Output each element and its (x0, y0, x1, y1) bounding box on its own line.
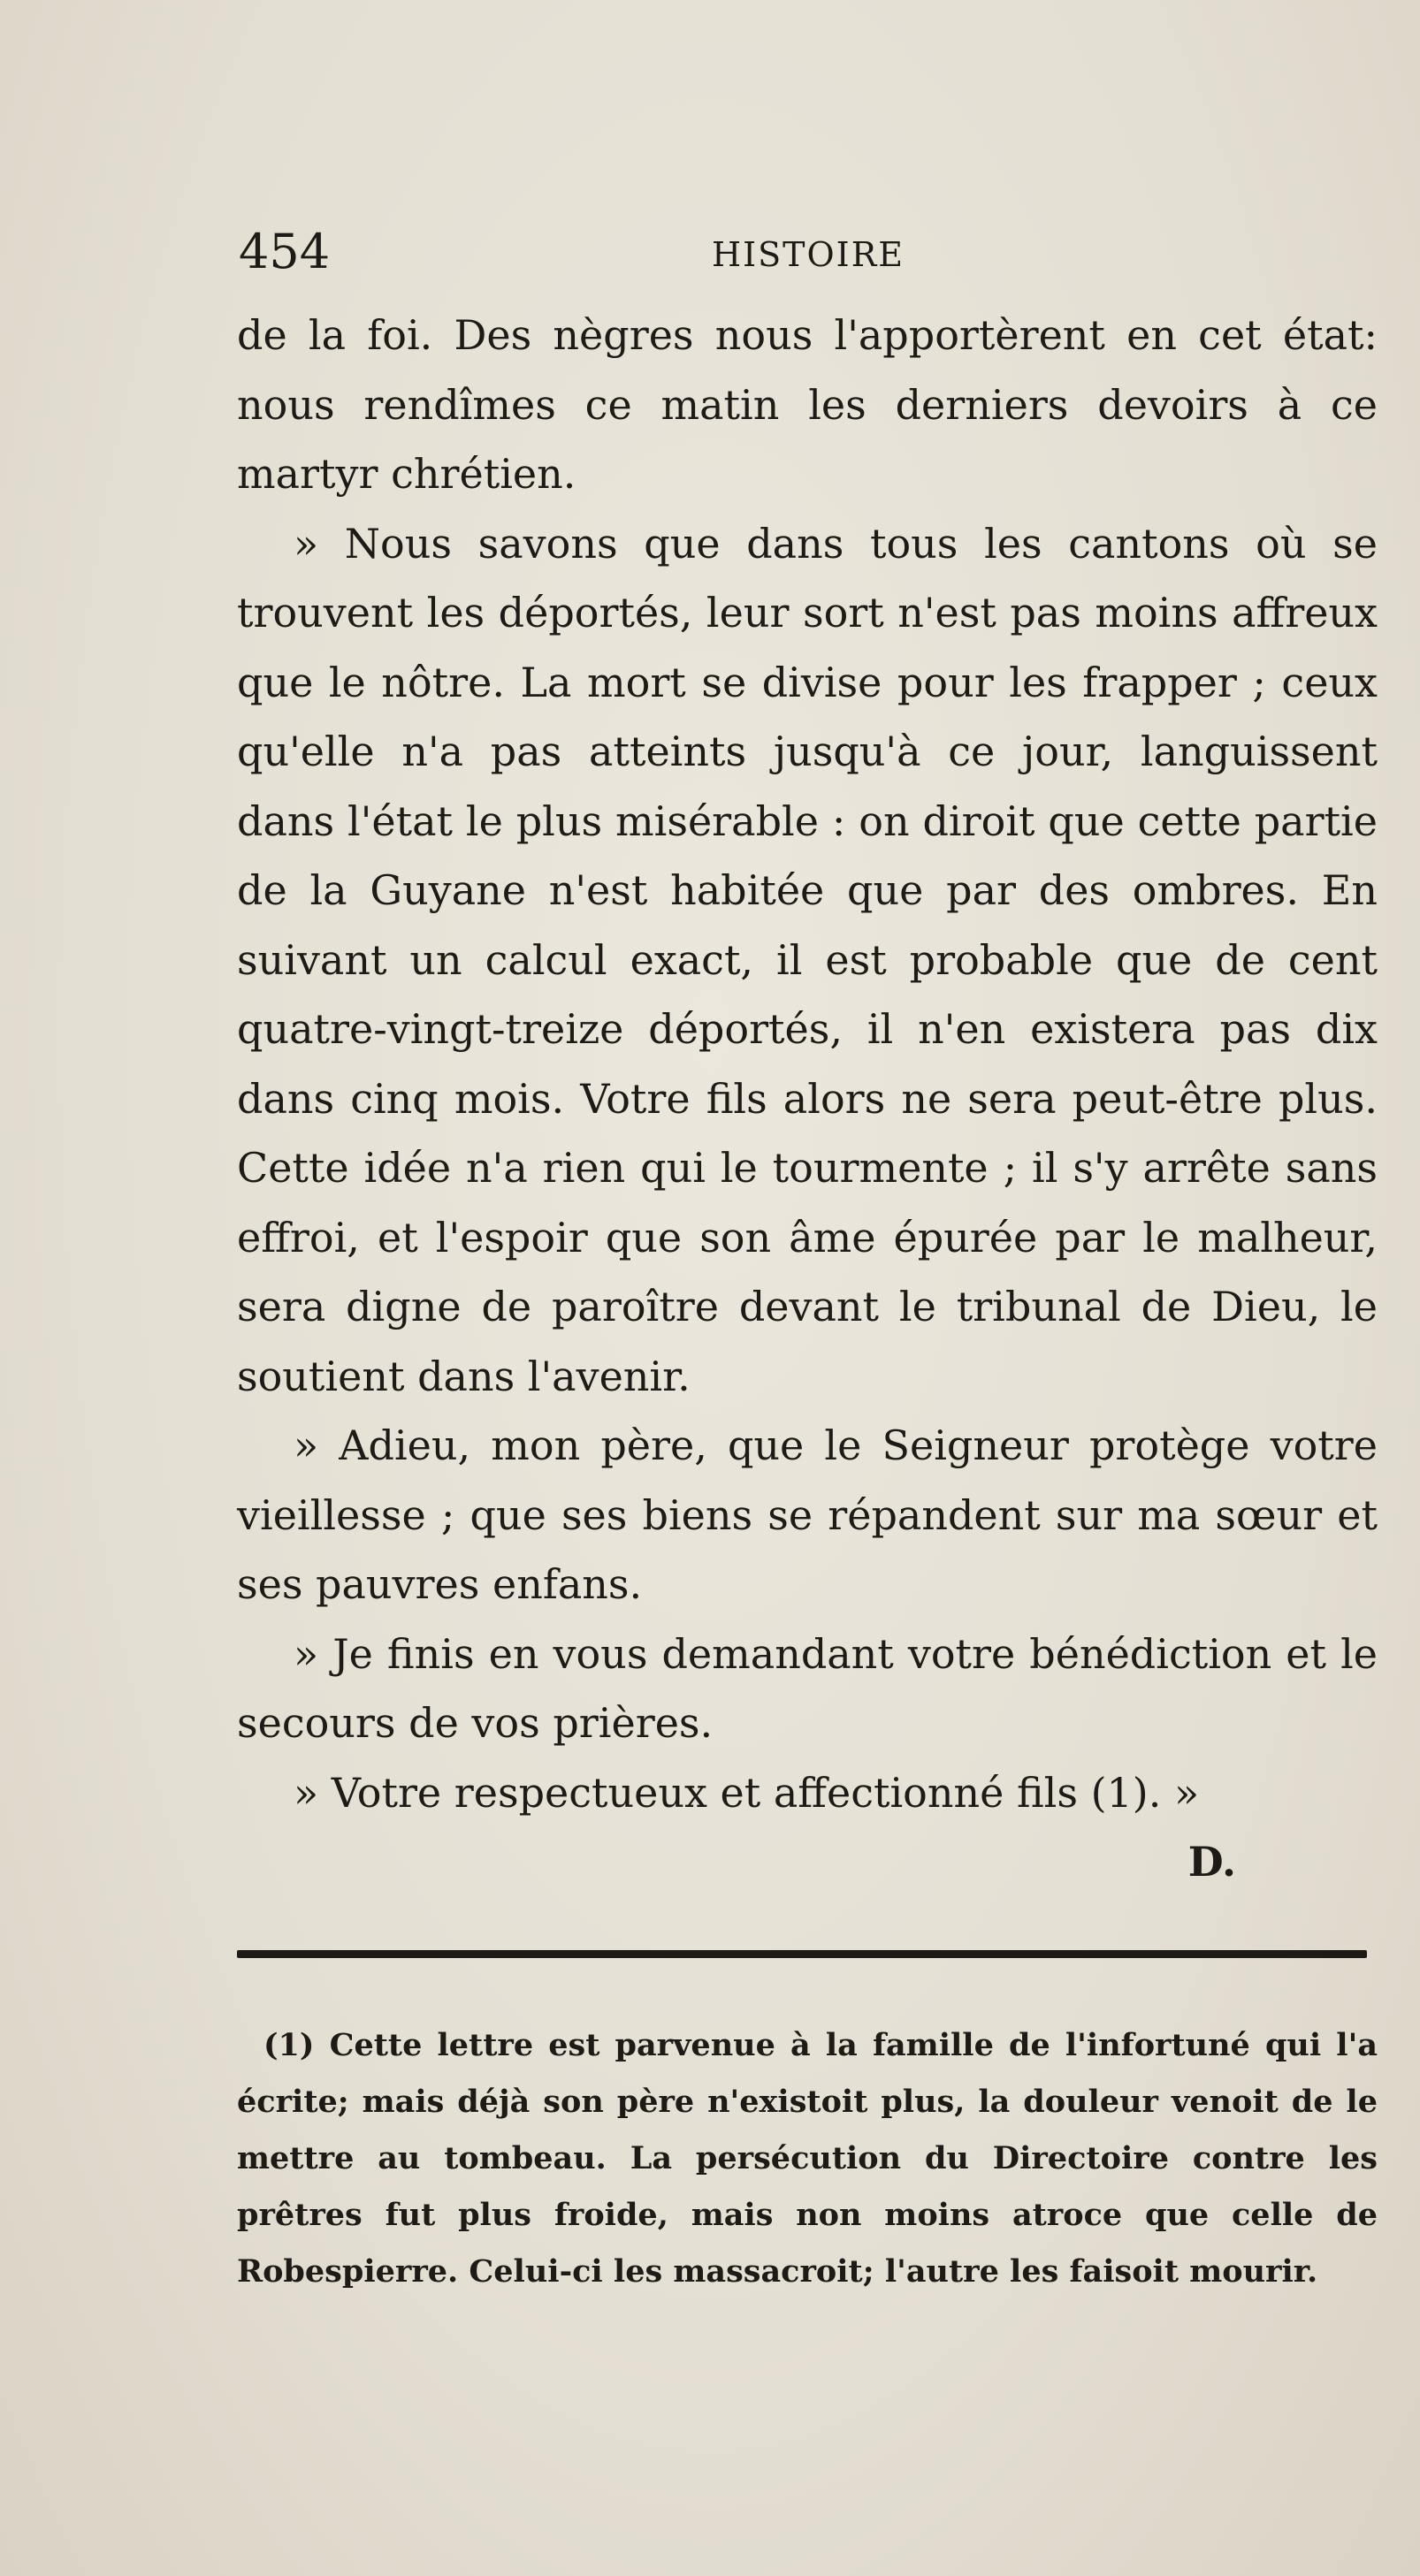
paragraph-continuation: de la foi. Des nègres nous l'apportèrent en cet état: nous rendîmes ce matin les derniers devoirs à ce martyr chrétien. (237, 311, 1378, 498)
body-text (237, 301, 1378, 1897)
footnote (237, 2017, 1378, 2300)
signature: D. (1187, 1838, 1236, 1886)
paragraph-closing: » Votre respectueux et affectionné fils (1). » (294, 1768, 1200, 1817)
paragraph-adieu: » Adieu, mon père, que le Seigneur protège votre vieillesse ; que ses biens se répandent sur ma sœur et ses pauvres enfans. (237, 1421, 1378, 1608)
paragraph-deportes: » Nous savons que dans tous les cantons où se trouvent les déportés, leur sort n'est pas moins affreux que le nôtre. La mort se divise pour les frapper ; ceux qu'elle n'a pas atteints jusqu'à ce jour, languissent dans l'état le plus misérable : on diroit que cette partie de la Guyane n'est habitée que par des ombres. En suivant un calcul exact, il est probable que de cent quatre-vingt-treize déportés, il n'en existera pas dix dans cinq mois. Votre fils alors ne sera peut-être plus. Cette idée n'a rien qui le tourmente ; il s'y arrête sans effroi, et l'espoir que son âme épurée par le malheur, sera digne de paroître devant le tribunal de Dieu, le soutient dans l'avenir. (237, 519, 1378, 1400)
paragraph-benediction: » Je finis en vous demandant votre bénédiction et le secours de vos prières. (237, 1629, 1378, 1747)
page-number: 454 (239, 224, 331, 279)
page-header (239, 225, 1379, 287)
footnote-text: (1) Cette lettre est parvenue à la famille de l'infortuné qui l'a écrite; mais déjà son père n'existoit plus, la douleur venoit de le mettre au tombeau. La persécution du Directoire contre les prêtres fut plus froide, mais non moins atroce que celle de Robespierre. Celui-ci les massacroit; l'autre les faisoit mourir. (237, 2027, 1378, 2290)
running-head: HISTOIRE (712, 235, 905, 274)
footnote-divider (237, 1950, 1367, 1958)
